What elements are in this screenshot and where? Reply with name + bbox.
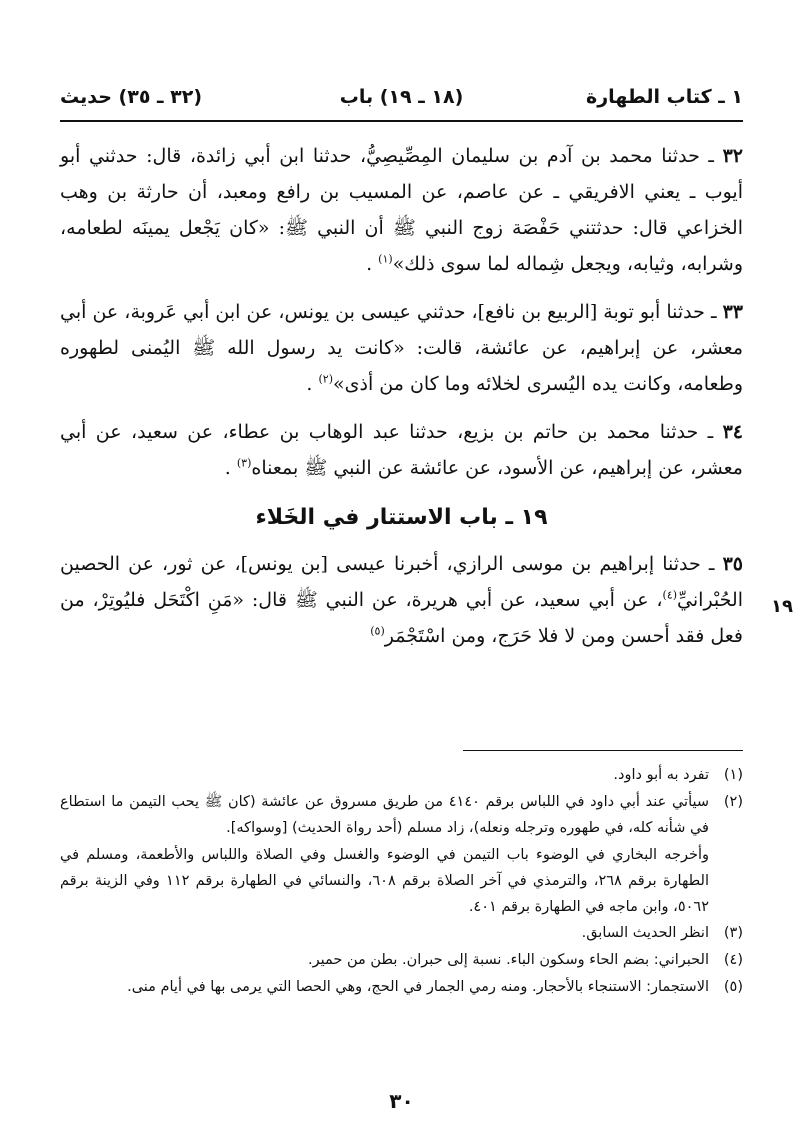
footnote-text: الحبراني: بضم الحاء وسكون الباء. نسبة إلى حبران. بطن من حمير. bbox=[308, 952, 709, 968]
header-chapter: ١ ـ كتاب الطهارة bbox=[586, 86, 743, 108]
hadith-35 bbox=[60, 546, 743, 654]
margin-section-number: ١٩ bbox=[771, 596, 793, 617]
footnote-number: (١) bbox=[723, 767, 743, 783]
hadith-end: . bbox=[366, 253, 379, 275]
hadith-number: ٣٤ bbox=[722, 421, 743, 443]
footnote-ref[interactable]: (٥) bbox=[370, 624, 385, 638]
footnote-ref[interactable]: (٢) bbox=[318, 372, 333, 386]
footnote-number: (٣) bbox=[723, 925, 743, 941]
footnote-number: (٢) bbox=[723, 794, 743, 810]
main-text bbox=[60, 138, 743, 666]
hadith-end: . bbox=[306, 373, 319, 395]
footnote-text: تفرد به أبو داود. bbox=[613, 767, 709, 783]
hadith-end: . bbox=[224, 457, 237, 479]
hadith-32 bbox=[60, 138, 743, 282]
hadith-text-b: ، عن أبي سعيد، عن أبي هريرة، عن النبي ﷺ قال: «مَنِ اكْتَحَل فليُوتِرْ، من فعل فقد أحسن ومن لا فلا حَرَج، ومن اسْتَجْمَر bbox=[60, 589, 743, 647]
running-header bbox=[60, 86, 743, 116]
footnote-ref[interactable]: (٣) bbox=[236, 456, 252, 470]
footnote-rule bbox=[463, 750, 743, 751]
footnote bbox=[60, 762, 743, 788]
footnote bbox=[60, 789, 743, 841]
hadith-number: ٣٣ bbox=[722, 301, 744, 323]
footnotes bbox=[60, 762, 743, 1001]
page-number: ٣٠ bbox=[389, 1089, 414, 1113]
footnote-text: سيأتي عند أبي داود في اللباس برقم ٤١٤٠ من طريق مسروق عن عائشة (كان ﷺ يحب التيمن ما استطاع في شأنه كله، في طهوره وترجله ونعله)، زاد مسلم (أحد رواة الحديث) [وسواكه]. bbox=[60, 794, 710, 836]
header-bab-range: (١٨ ـ ١٩) باب bbox=[339, 86, 464, 108]
hadith-text: ـ حدثنا أبو توبة [الربيع بن نافع]، حدثني عيسى بن يونس، عن ابن أبي عَروبة، عن أبي معشر، عن إبراهيم، عن عائشة، قالت: «كانت يد رسول الله ﷺ اليُمنى لطهوره وطعامه، وكانت يده اليُسرى لخلائه وما كان من أذى» bbox=[60, 301, 743, 395]
hadith-text: ـ حدثنا محمد بن حاتم بن بزيع، حدثنا عبد الوهاب بن عطاء، عن سعيد، عن أبي معشر، عن إبراهيم، عن الأسود، عن عائشة عن النبي ﷺ بمعناه bbox=[60, 421, 743, 479]
footnote bbox=[60, 974, 743, 1000]
section-title: ١٩ ـ باب الاستتار في الخَلاء bbox=[255, 505, 548, 530]
footnote-number: (٤) bbox=[723, 952, 743, 968]
hadith-33 bbox=[60, 294, 743, 402]
hadith-number: ٣٥ bbox=[722, 553, 743, 575]
header-hadith-range: (٣٢ ـ ٣٥) حديث bbox=[60, 86, 203, 108]
footnote-continuation: وأخرجه البخاري في الوضوء باب التيمن في الوضوء والغسل وفي الصلاة واللباس والأطعمة، ومسلم في الطهارة برقم ٢٦٨، والترمذي في آخر الصلاة برقم ٦٠٨، والنسائي في الطهارة برقم ١١٢ وفي الزينة برقم ٥٠٦٢، وابن ماجه في الطهارة برقم ٤٠١. bbox=[60, 847, 709, 915]
footnote-ref[interactable]: (١) bbox=[378, 252, 393, 266]
hadith-34 bbox=[60, 414, 743, 486]
footnote-text: انظر الحديث السابق. bbox=[581, 925, 709, 941]
footnote bbox=[60, 947, 743, 973]
hadith-text: ـ حدثنا محمد بن آدم بن سليمان المِصِّيصِيُّ، حدثنا ابن أبي زائدة، قال: حدثني أبو أيوب ـ يعني الافريقي ـ عن عاصم، عن المسيب بن رافع ومعبد، أن حارثة بن وهب الخزاعي قال: حدثتني حَفْصَة زوج النبي ﷺ أن النبي ﷺ: «كان يَجْعل يمينَه لطعامه، وشرابه، وثيابه، ويجعل شِماله لما سوى ذلك» bbox=[60, 145, 743, 275]
hadith-text-a: ـ حدثنا إبراهيم بن موسى الرازي، أخبرنا عيسى [بن يونس]، عن ثور، عن الحصين الحُبْرانيِّ bbox=[60, 553, 743, 611]
footnote-text: الاستجمار: الاستنجاء بالأحجار. ومنه رمي الجمار في الحج، وهي الحصا التي يرمى بها في أيام منى. bbox=[127, 979, 709, 995]
footnote-ref[interactable]: (٤) bbox=[662, 588, 678, 602]
hadith-number: ٣٢ bbox=[722, 145, 743, 167]
footnote bbox=[60, 920, 743, 946]
footnote-number: (٥) bbox=[723, 979, 743, 995]
header-rule bbox=[60, 120, 743, 122]
